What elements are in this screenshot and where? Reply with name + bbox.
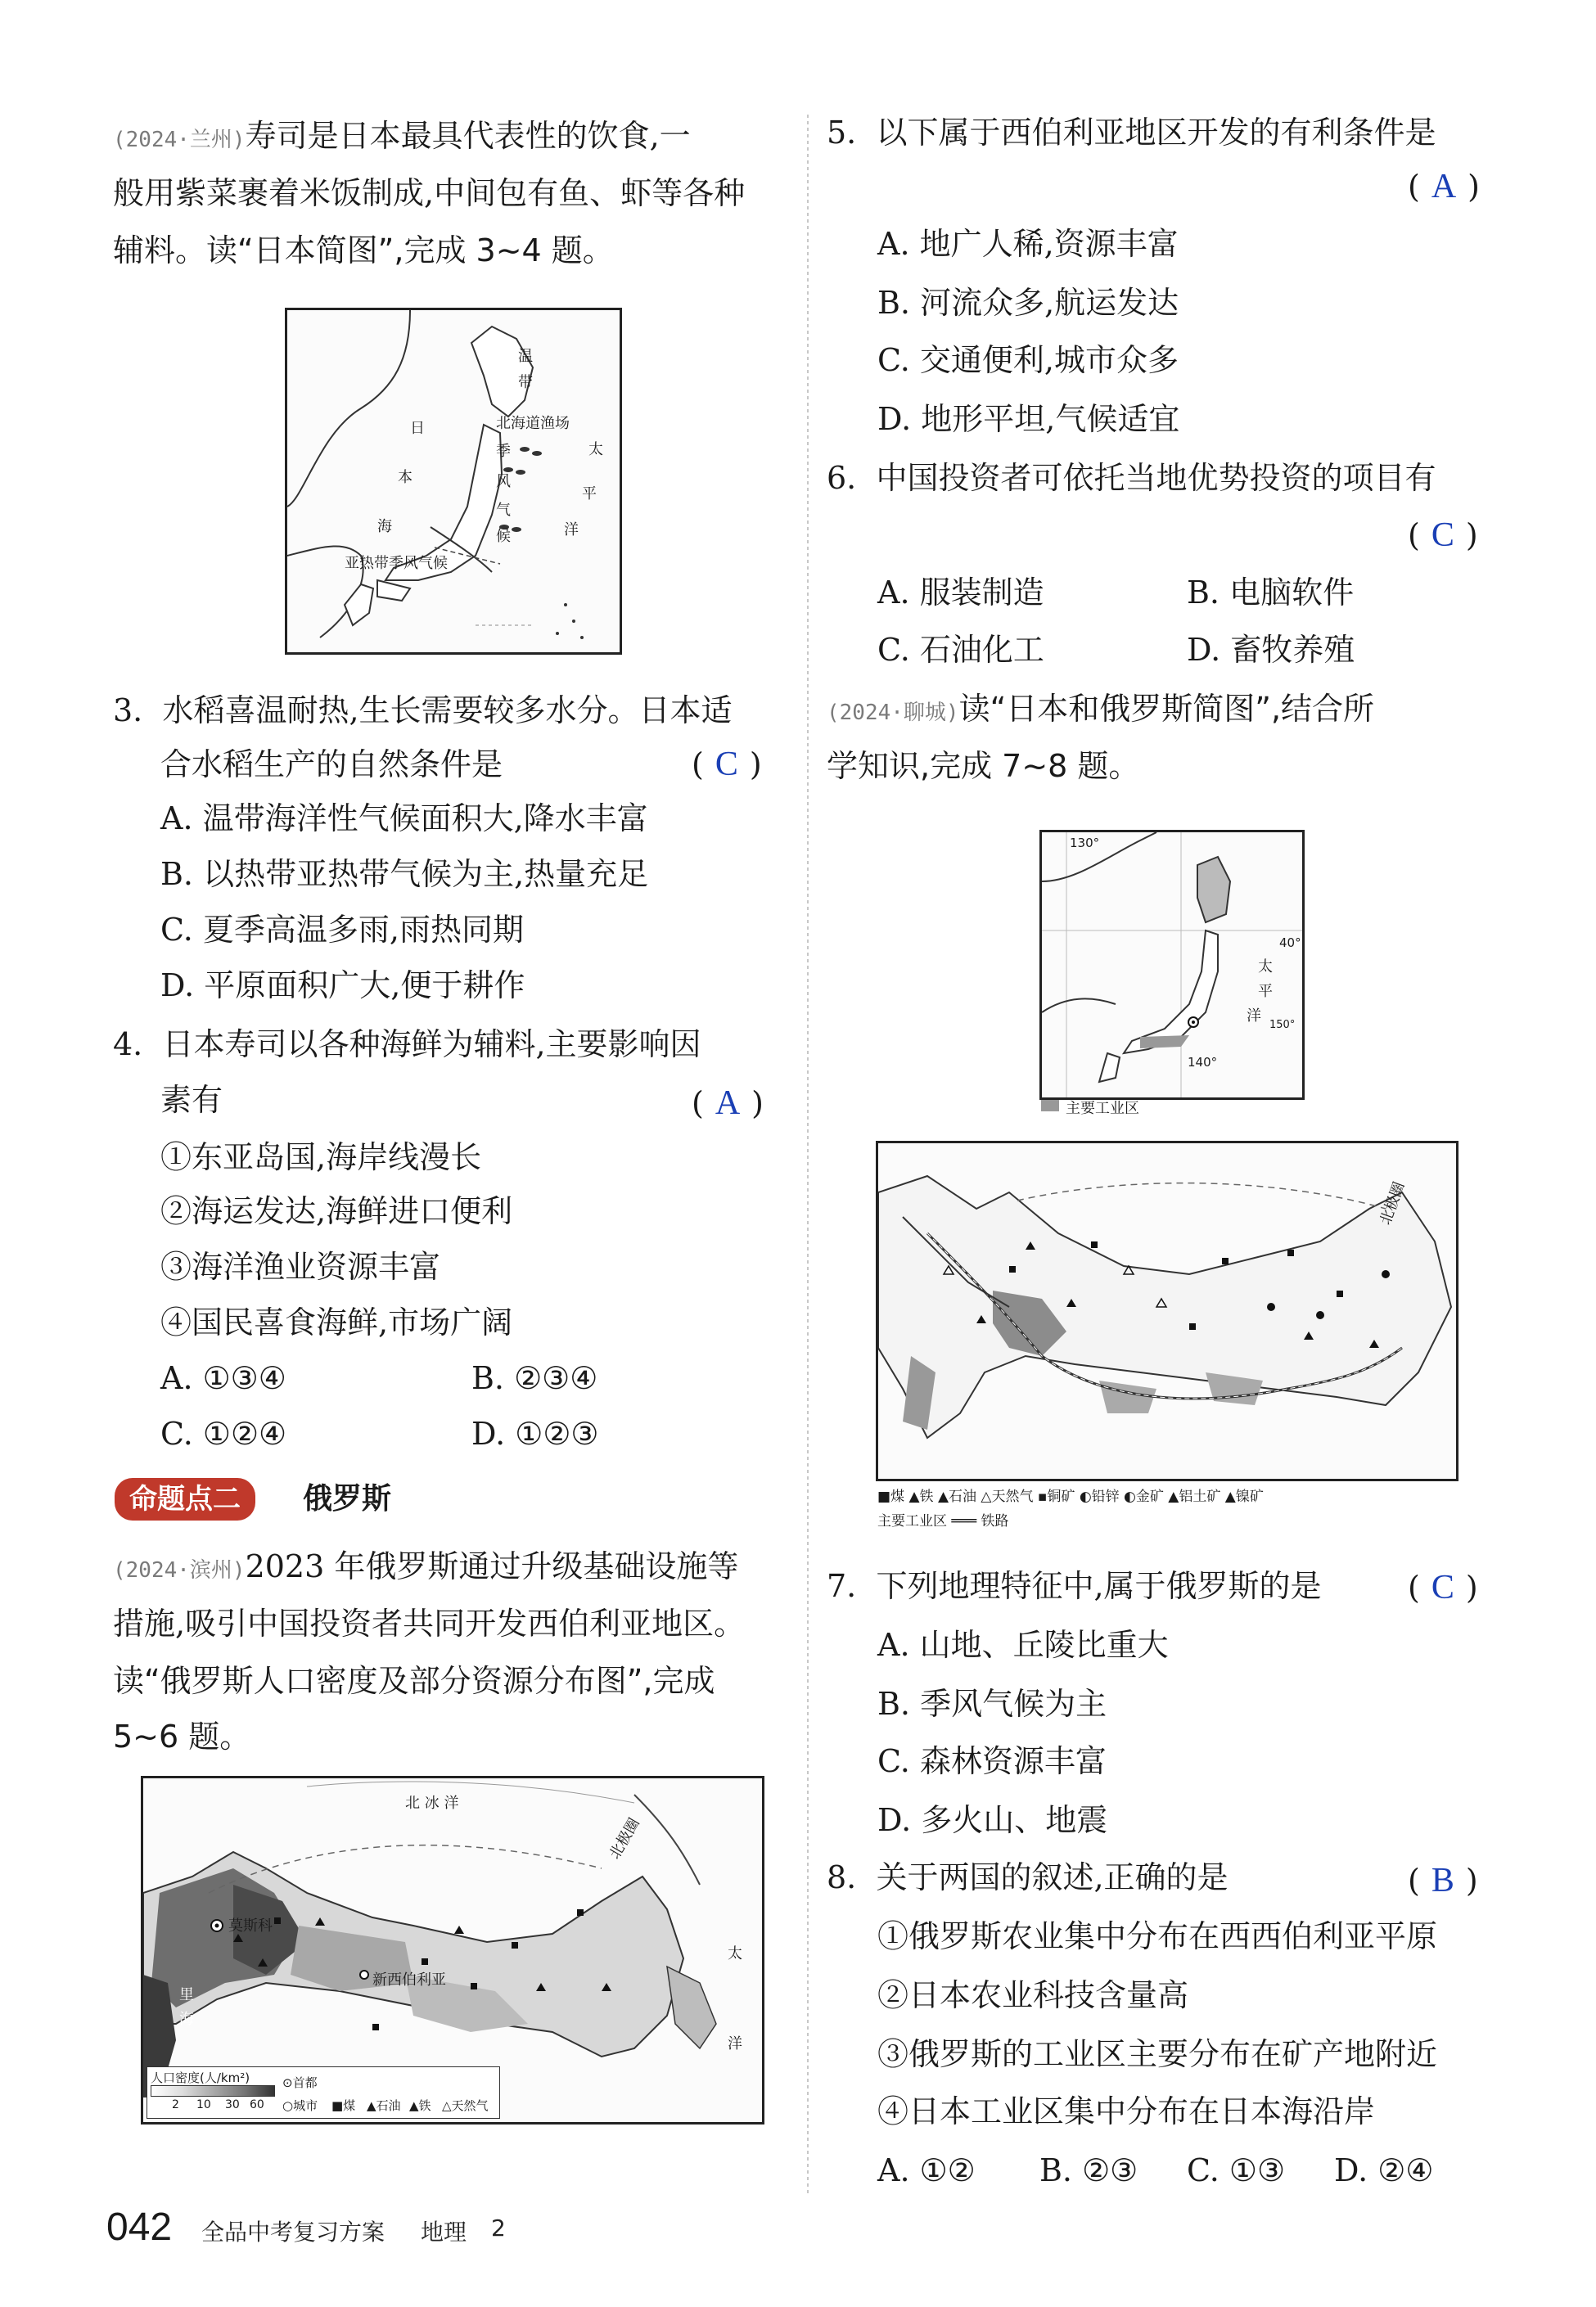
japan-map (285, 308, 622, 655)
page-number: 042 (106, 2206, 173, 2249)
map3-label-novosibirsk: 新西伯利亚 (372, 1971, 446, 1989)
map3-legend (147, 2066, 500, 2119)
q7-option-d: D. 多火山、地震 (877, 1802, 1108, 1838)
column-divider (807, 115, 809, 2193)
q3-stem-line-1: 3. 水稻喜温耐热,生长需要较多水分。日本适 (113, 692, 733, 728)
map3-tick-2: 2 (172, 2098, 179, 2111)
q5-option-b: B. 河流众多,航运发达 (877, 285, 1179, 321)
map1-label-ping: 平 (582, 485, 597, 502)
q3-option-c: C. 夏季高温多雨,雨热同期 (160, 912, 524, 948)
map2-label-ping: 平 (1258, 983, 1273, 1000)
japan-small-map (1039, 830, 1305, 1100)
map3-tick-60: 60 (250, 2098, 264, 2111)
map1-label-ri: 日 (410, 420, 425, 437)
map1-label-subtropical: 亚热带季风气候 (345, 555, 448, 572)
russia-industry-map (876, 1141, 1458, 1481)
map2-label-tai: 太 (1258, 958, 1273, 976)
map1-label-yang: 洋 (564, 521, 579, 538)
footer-subject: 地理 (421, 2219, 467, 2246)
q6-option-c: C. 石油化工 (877, 632, 1044, 668)
intro-3-line-2: 学知识,完成 7~8 题。 (827, 748, 1140, 784)
intro-1-line-1: (2024·兰州)寿司是日本最具代表性的饮食,一 (113, 118, 691, 154)
q4-option-d: D. ①②③ (471, 1416, 599, 1452)
map1-label-ji: 季 (496, 443, 511, 460)
q8-item-3: ③俄罗斯的工业区主要分布在矿产地附近 (877, 2036, 1438, 2072)
q6-option-b: B. 电脑软件 (1187, 574, 1355, 611)
intro-2-line-3: 读“俄罗斯人口密度及部分资源分布图”,完成 (113, 1663, 715, 1699)
intro-1-line-3: 辅料。读“日本简图”,完成 3~4 题。 (113, 232, 614, 268)
map2-legend-label: 主要工业区 (1066, 1100, 1139, 1117)
q7-option-a: A. 山地、丘陵比重大 (877, 1627, 1169, 1663)
q4-stem-line-1: 4. 日本寿司以各种海鲜为辅料,主要影响因 (113, 1026, 701, 1062)
russia-population-map (141, 1776, 764, 2125)
q5-option-d: D. 地形平坦,气候适宜 (877, 401, 1180, 437)
map1-label-fishery: 北海道渔场 (496, 415, 570, 432)
q4-stem-line-2: 素有 (160, 1082, 223, 1118)
map3-density-bar (151, 2085, 275, 2097)
map3-label-yang: 洋 (728, 2035, 742, 2052)
map2-label-yang: 洋 (1247, 1007, 1261, 1025)
japan-map-drawing (287, 310, 620, 652)
section-tag: 命题点二 (115, 1478, 255, 1521)
source-lanzhou: (2024·兰州) (113, 128, 246, 152)
q8-option-c: C. ①③ (1187, 2152, 1286, 2188)
map3-legend-gas: △天然气 (442, 2098, 489, 2113)
intro-2-line-1: (2024·滨州)2023 年俄罗斯通过升级基础设施等 (113, 1548, 739, 1584)
q7-stem-line-1: 7. 下列地理特征中,属于俄罗斯的是 (827, 1568, 1322, 1604)
q8-option-d: D. ②④ (1334, 2152, 1434, 2188)
q6-option-a: A. 服装制造 (877, 574, 1044, 611)
intro-3-line-1: (2024·聊城)读“日本和俄罗斯简图”,结合所 (827, 691, 1375, 727)
map2-label-140: 140° (1188, 1055, 1218, 1070)
q8-option-a: A. ①② (877, 2152, 976, 2188)
q3-answer: ( C ) (692, 746, 762, 783)
q3-option-d: D. 平原面积广大,便于耕作 (160, 967, 525, 1003)
map3-legend-capital: ⊙首都 (282, 2075, 318, 2090)
q3-stem-line-2: 合水稻生产的自然条件是 (160, 746, 503, 782)
q6-option-d: D. 畜牧养殖 (1187, 632, 1355, 668)
map3-legend-title: 人口密度(人/km²) (151, 2070, 250, 2085)
map2-label-150: 150° (1269, 1019, 1296, 1031)
q8-item-4: ④日本工业区集中分布在日本海沿岸 (877, 2093, 1376, 2129)
q6-stem-line-1: 6. 中国投资者可依托当地优势投资的项目有 (827, 460, 1436, 496)
map3-legend-coal: ■煤 (331, 2098, 356, 2113)
q7-option-b: B. 季风气候为主 (877, 1686, 1107, 1722)
map2-legend-swatch (1041, 1100, 1059, 1111)
q8-stem-line-1: 8. 关于两国的叙述,正确的是 (827, 1859, 1229, 1895)
map3-label-tai: 太 (728, 1945, 742, 1962)
map4-legend-line-2: 主要工业区 ═══ 铁路 (877, 1513, 1009, 1530)
map3-tick-10: 10 (196, 2098, 211, 2111)
q6-answer: ( C ) (1408, 516, 1478, 554)
map1-label-qi: 气 (496, 502, 511, 519)
q4-item-1: ①东亚岛国,海岸线漫长 (160, 1139, 482, 1175)
footer-book-title: 全品中考复习方案 (201, 2219, 385, 2246)
q8-item-2: ②日本农业科技含量高 (877, 1977, 1189, 2013)
q5-option-c: C. 交通便利,城市众多 (877, 342, 1179, 378)
map3-label-li: 里 (179, 1986, 194, 2003)
q4-item-2: ②海运发达,海鲜进口便利 (160, 1193, 513, 1229)
q8-answer: ( B ) (1408, 1862, 1478, 1899)
q4-answer: ( A ) (692, 1084, 764, 1122)
intro-2-line-2: 措施,吸引中国投资者共同开发西伯利亚地区。 (113, 1606, 746, 1642)
q3-option-a: A. 温带海洋性气候面积大,降水丰富 (160, 800, 648, 836)
map3-label-hai: 海 (179, 2011, 194, 2028)
footer-volume: 2 (491, 2215, 506, 2242)
map1-label-hou: 候 (496, 528, 511, 545)
map1-label-wen: 温 (518, 348, 533, 365)
q3-option-b: B. 以热带亚热带气候为主,热量充足 (160, 856, 649, 892)
section-title: 俄罗斯 (303, 1482, 392, 1516)
q4-item-3: ③海洋渔业资源丰富 (160, 1249, 441, 1285)
q7-option-c: C. 森林资源丰富 (877, 1743, 1107, 1779)
map4-label-arctic-circle: 北极圈 (1377, 1179, 1409, 1228)
map2-label-130: 130° (1070, 836, 1100, 850)
source-binzhou: (2024·滨州) (113, 1558, 246, 1583)
russia-industry-map-drawing (878, 1143, 1456, 1479)
q7-answer: ( C ) (1408, 1569, 1478, 1606)
q8-item-1: ①俄罗斯农业集中分布在西西伯利亚平原 (877, 1918, 1438, 1954)
q4-option-b: B. ②③④ (471, 1360, 598, 1396)
map3-label-moscow: 莫斯科 (228, 1917, 273, 1935)
q4-option-c: C. ①②④ (160, 1416, 287, 1452)
map4-legend-line-1: ■煤 ▲铁 ▲石油 △天然气 ▪铜矿 ◐铅锌 ◐金矿 ▲铝土矿 ▲镍矿 (877, 1489, 1264, 1505)
map3-legend-iron: ▲铁 (409, 2098, 431, 2113)
q5-option-a: A. 地广人稀,资源丰富 (877, 226, 1179, 262)
map1-label-tai: 太 (588, 441, 603, 458)
q5-answer: ( A ) (1408, 168, 1480, 205)
map3-tick-30: 30 (225, 2098, 240, 2111)
map3-label-arctic-circle: 北极圈 (606, 1815, 643, 1863)
map3-label-arctic-ocean: 北 冰 洋 (405, 1795, 459, 1812)
q5-stem-line-1: 5. 以下属于西伯利亚地区开发的有利条件是 (827, 115, 1436, 151)
intro-2-line-4: 5~6 题。 (113, 1719, 251, 1755)
map1-label-dai: 带 (518, 374, 533, 391)
q4-item-4: ④国民喜食海鲜,市场广阔 (160, 1304, 513, 1340)
map1-label-feng: 风 (496, 473, 511, 490)
intro-1-line-2: 般用紫菜裹着米饭制成,中间包有鱼、虾等各种 (113, 175, 746, 211)
map3-legend-city: ○城市 (282, 2098, 318, 2113)
q4-option-a: A. ①③④ (160, 1360, 286, 1396)
map3-legend-oil: ▲石油 (367, 2098, 401, 2113)
source-liaocheng: (2024·聊城) (827, 701, 959, 725)
map1-label-hai: 海 (377, 518, 392, 535)
map2-label-40: 40° (1279, 935, 1301, 950)
q8-option-b: B. ②③ (1039, 2152, 1138, 2188)
map1-label-ben: 本 (398, 469, 413, 486)
